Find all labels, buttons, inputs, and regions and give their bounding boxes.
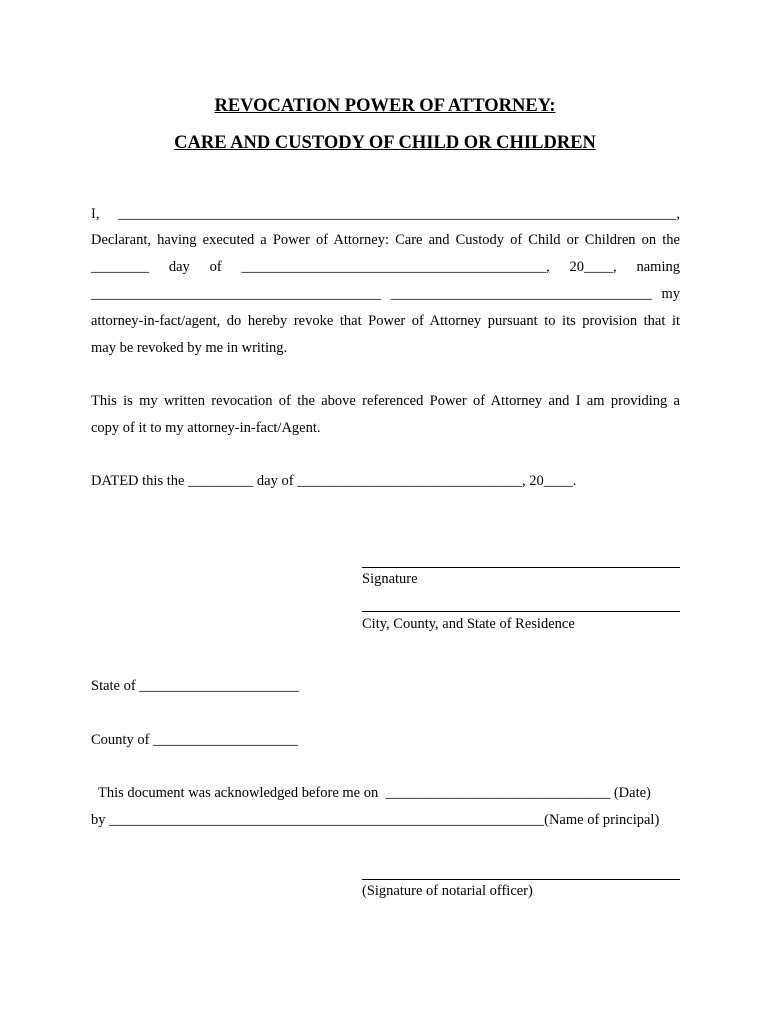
county-line: County of ____________________ <box>91 732 299 748</box>
signature-line <box>362 567 680 568</box>
paragraph-text: may be revoked by me in writing. <box>91 340 288 356</box>
state-line: State of ______________________ <box>91 678 299 694</box>
signature-label: Signature <box>362 571 418 587</box>
residence-label: City, County, and State of Residence <box>362 616 575 632</box>
agent-name-line: ________________________________________ ____________________________________ my <box>91 286 680 302</box>
paragraph-text: Declarant, having executed a Power of Attorney: Care and Custody of Child or Children on the <box>91 232 680 248</box>
residence-line <box>362 611 680 612</box>
principal-name-line: by ____________________________________________________________(Name of principal) <box>91 812 660 828</box>
document-subtitle: CARE AND CUSTODY OF CHILD OR CHILDREN <box>174 133 596 153</box>
declarant-name-line: I, _____________________________________________________________________________, <box>91 206 680 222</box>
notary-signature-label: (Signature of notarial officer) <box>362 883 533 899</box>
paragraph-text: attorney-in-fact/agent, do hereby revoke that Power of Attorney pursuant to its provision that it <box>91 313 680 329</box>
notary-signature-line <box>362 879 680 880</box>
dated-line: DATED this the _________ day of _______________________________, 20____. <box>91 473 577 489</box>
document-title: REVOCATION POWER OF ATTORNEY: <box>214 96 556 116</box>
paragraph-text: This is my written revocation of the above referenced Power of Attorney and I am providing a <box>91 393 680 409</box>
acknowledgment-line: This document was acknowledged before me on _______________________________ (Date) <box>91 785 651 801</box>
paragraph-text: copy of it to my attorney-in-fact/Agent. <box>91 420 321 436</box>
execution-date-line: ________ day of __________________________________________, 20____, naming <box>91 259 680 275</box>
